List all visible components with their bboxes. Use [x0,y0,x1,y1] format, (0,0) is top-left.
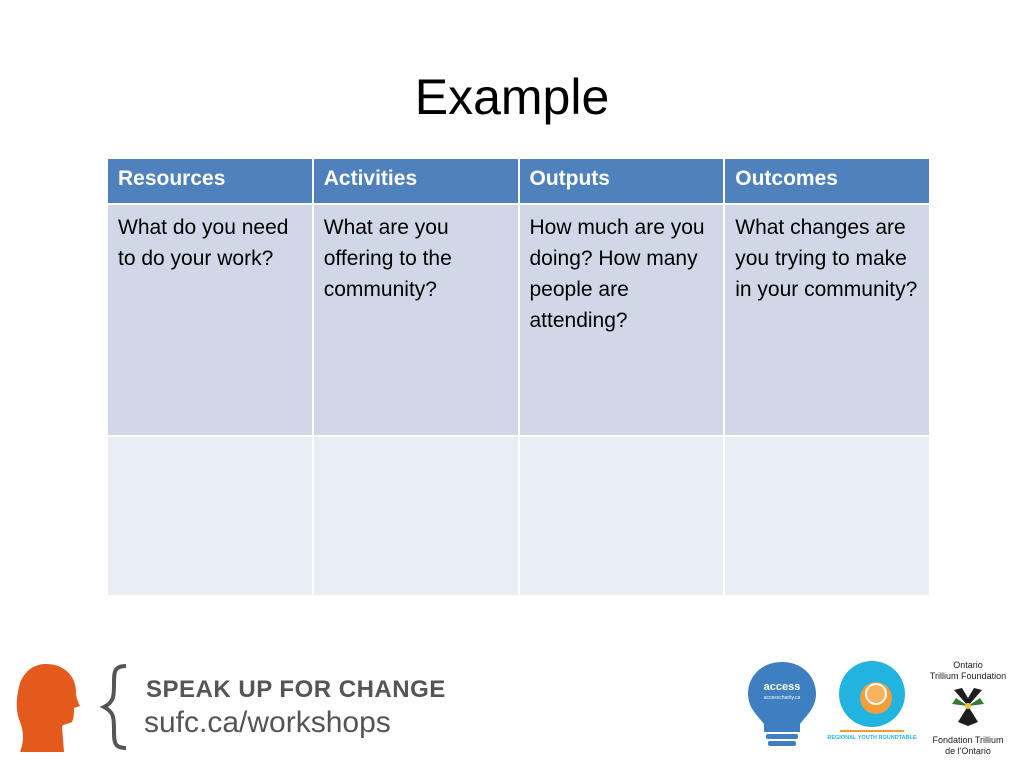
access-logo [744,658,820,750]
lightbulb-icon [744,658,820,750]
cell-resources: What do you need to do your work? [107,204,313,436]
cell-outcomes: What changes are you trying to make in your community? [724,204,930,436]
header-activities: Activities [313,158,519,204]
header-resources: Resources [107,158,313,204]
curly-brace-icon [96,662,136,752]
ontario-trillium-foundation-logo [920,660,1016,760]
trillium-flower-icon [948,684,988,728]
access-logo-subtext: accesscharity.ca [763,695,801,701]
access-logo-text: access [763,681,801,693]
otf-name-english: Ontario Trillium Foundation [929,660,1007,681]
logic-model-table [106,157,931,597]
regional-youth-roundtable-logo [827,660,917,742]
table-row [107,204,930,436]
header-outcomes: Outcomes [724,158,930,204]
cell-outcomes-empty [724,436,930,596]
cell-activities: What are you offering to the community? [313,204,519,436]
sufc-url: sufc.ca/workshops [144,706,391,739]
head-profile-icon [16,662,80,754]
roundtable-circle-icon [827,660,917,742]
cell-outputs: How much are you doing? How many people are attending? [519,204,725,436]
ryr-logo-text: REGIONAL YOUTH ROUNDTABLE [827,735,917,741]
header-outputs: Outputs [519,158,725,204]
cell-resources-empty [107,436,313,596]
cell-outputs-empty [519,436,725,596]
table-row [107,436,930,596]
cell-activities-empty [313,436,519,596]
sufc-logo [16,660,446,755]
otf-name-french: Fondation Trillium de l'Ontario [932,735,1004,756]
table-header-row [107,158,930,204]
sufc-name: SPEAK UP FOR CHANGE [146,676,446,703]
slide-title: Example [414,69,610,125]
